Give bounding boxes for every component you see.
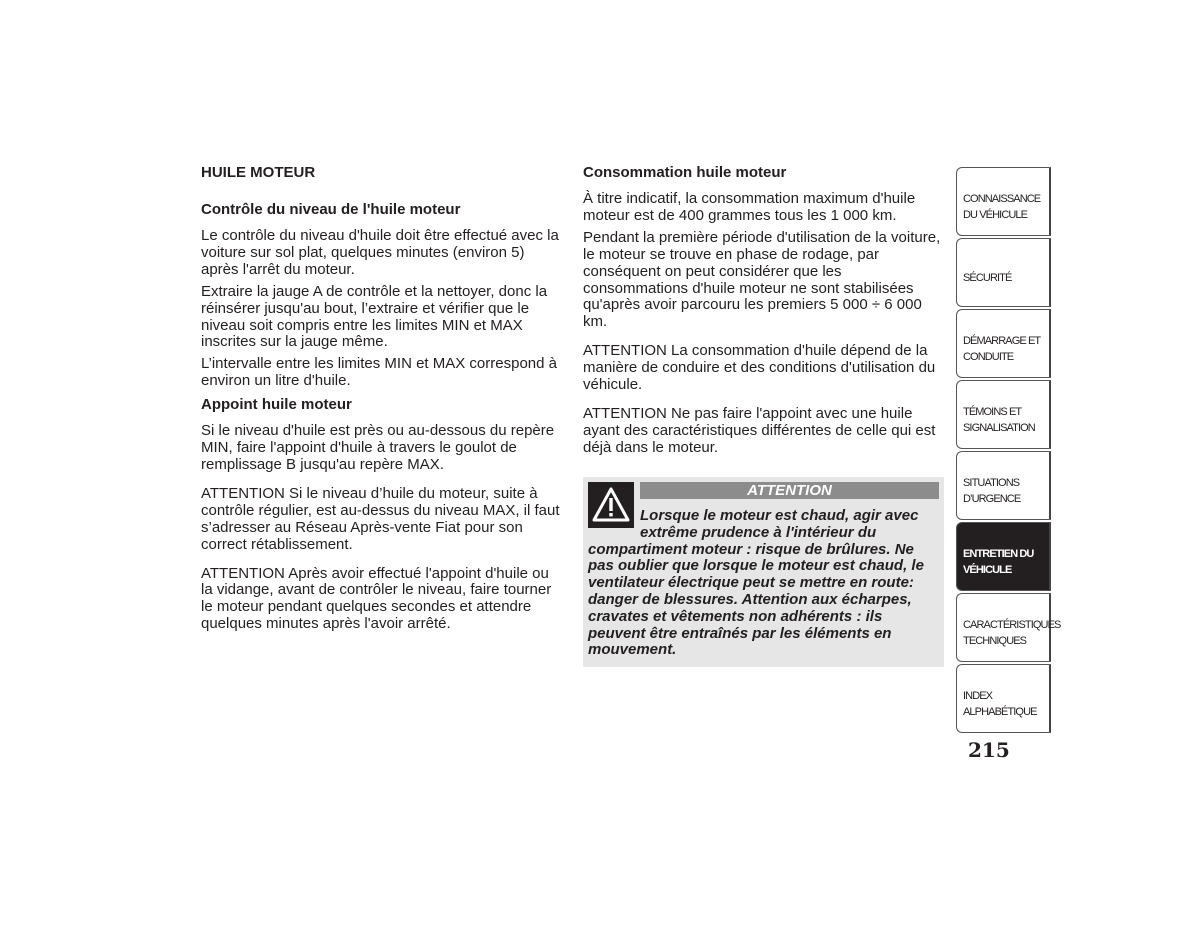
tab-label: SÉCURITÉ	[963, 271, 1012, 284]
attention-note: ATTENTION Ne pas faire l'appoint avec une huile ayant des caractéristiques différentes de celle qui est déjà dans le moteur.	[583, 404, 936, 456]
tab-label: CONNAISSANCE DU VÉHICULE	[963, 192, 1041, 221]
paragraph: Si le niveau d'huile est près ou au-dessous du repère MIN, faire l'appoint d'huile à travers le goulot de remplissage B jusqu'au repère MAX.	[201, 422, 555, 473]
warning-text-rest: compartiment moteur : risque de brûlures. Ne pas oublier que lorsque le moteur est chaud, le ventilateur électrique peut se mettre en route: danger de blessures. Attention aux écharpes, cravates et vêtements non adhérents : ils peuvent être entraînés par les éléments en mouvement.	[588, 540, 924, 659]
right-column	[583, 163, 943, 462]
heading-consommation: Consommation huile moteur	[583, 164, 787, 181]
tab-caracteristiques-techniques[interactable]	[956, 593, 1061, 662]
attention-note: ATTENTION La consommation d'huile dépend de la manière de conduire et des conditions d'utilisation du véhicule.	[583, 342, 936, 394]
heading-controle: Contrôle du niveau de l'huile moteur	[201, 201, 461, 218]
tab-label: DÉMARRAGE ET CONDUITE	[963, 334, 1041, 363]
tab-label: CARACTÉRISTIQUES TECHNIQUES	[963, 618, 1061, 647]
tab-label: TÉMOINS ET SIGNALISATION	[963, 405, 1035, 434]
paragraph: Extraire la jauge A de contrôle et la nettoyer, donc la réinsérer jusqu'au bout, l’extraire et vérifier que le niveau soit compris entre les limites MIN et MAX inscrites sur la jauge même.	[201, 282, 548, 351]
tab-label: INDEX ALPHABÉTIQUE	[963, 689, 1037, 718]
page-number: 215	[968, 738, 1010, 762]
tab-securite[interactable]	[956, 238, 1051, 307]
tab-label: ENTRETIEN DU VÉHICULE	[963, 547, 1034, 576]
tab-connaissance-du-vehicule[interactable]	[956, 167, 1051, 236]
tab-index-alphabetique[interactable]	[956, 664, 1051, 733]
paragraph: Le contrôle du niveau d'huile doit être effectué avec la voiture sur sol plat, quelques minutes (environ 5) après l'arrêt du moteur.	[201, 227, 559, 278]
attention-note: ATTENTION Après avoir effectué l'appoint d'huile ou la vidange, avant de contrôler le niveau, faire tourner le moteur pendant quelques secondes et attendre quelques minutes après l'avoir arrêté.	[201, 564, 552, 633]
tab-demarrage-et-conduite[interactable]	[956, 309, 1051, 378]
heading-appoint: Appoint huile moteur	[201, 396, 352, 414]
left-column	[201, 163, 563, 638]
tab-label: SITUATIONS D’URGENCE	[963, 476, 1021, 505]
tab-situations-d-urgence[interactable]	[956, 451, 1051, 520]
attention-note: ATTENTION Si le niveau d’huile du moteur, suite à contrôle régulier, est au-dessus du niveau MAX, il faut s’adresser au Réseau Après-vente Fiat pour son correct rétablissement.	[201, 484, 560, 553]
paragraph: À titre indicatif, la consommation maximum d'huile moteur est de 400 grammes tous les 1 000 km.	[583, 190, 916, 224]
warning-text	[588, 508, 938, 659]
tab-entretien-du-vehicule[interactable]	[956, 522, 1051, 591]
warning-header: ATTENTION	[640, 482, 939, 499]
section-title: HUILE MOTEUR	[201, 164, 316, 181]
warning-box	[583, 477, 944, 667]
paragraph: Pendant la première période d'utilisation de la voiture, le moteur se trouve en phase de rodage, par conséquent on peut considérer que les consommations d'huile moteur ne sont stabilisées qu'après avoir parcouru les premiers 5 000 ÷ 6 000 km.	[583, 228, 941, 331]
paragraph: L’intervalle entre les limites MIN et MAX correspond à environ un litre d'huile.	[201, 355, 557, 390]
warning-text-intro: Lorsque le moteur est chaud, agir avec extrême prudence à l'intérieur du	[640, 507, 919, 541]
tab-temoins-et-signalisation[interactable]	[956, 380, 1051, 449]
